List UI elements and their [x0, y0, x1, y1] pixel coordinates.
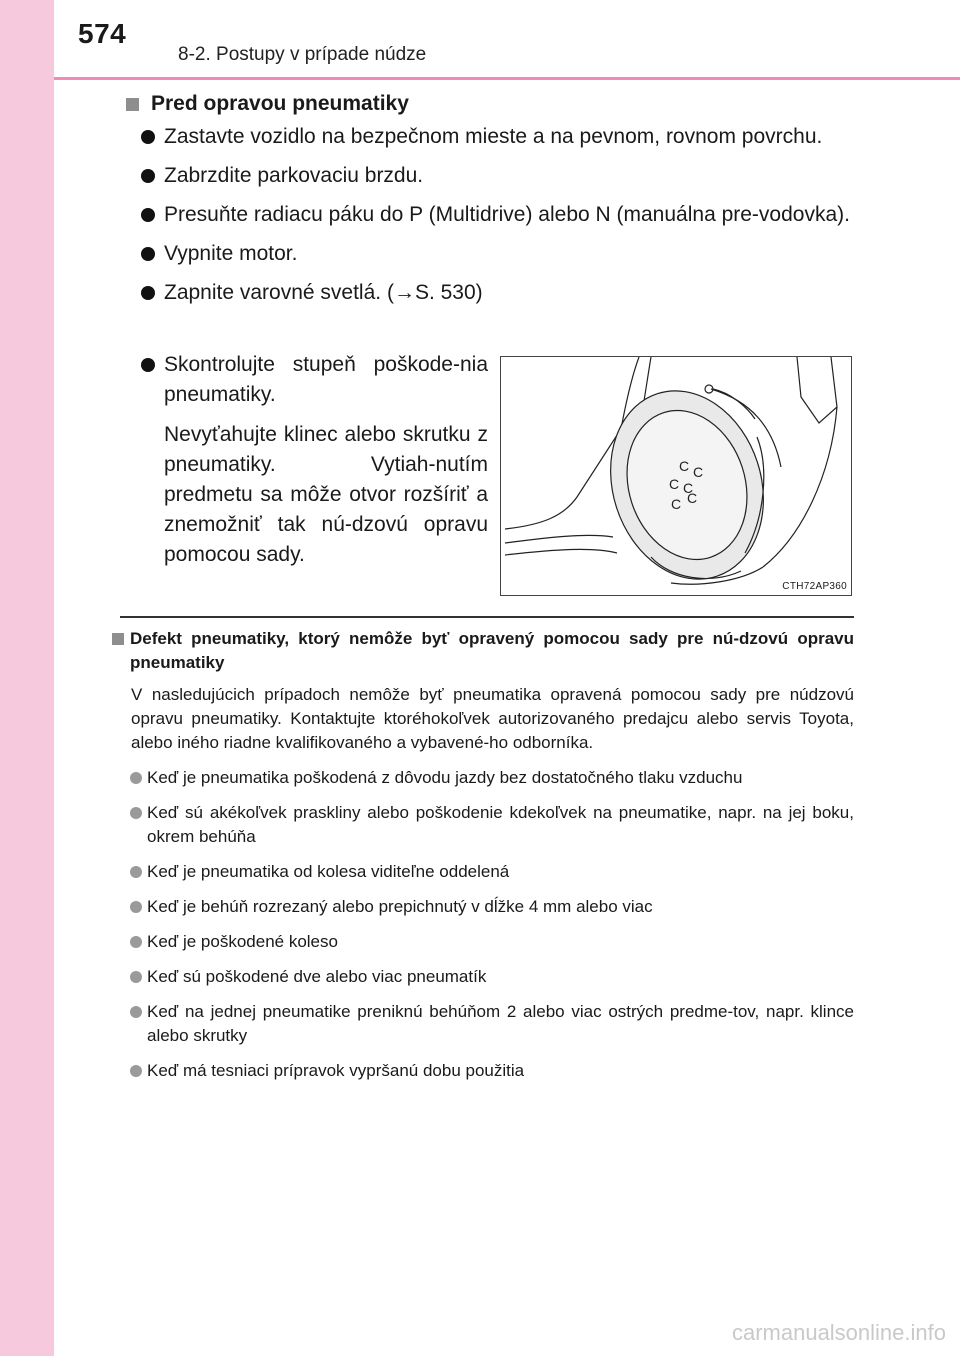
list-item: Skontrolujte stupeň poškode-nia pneumatiky. [126, 350, 488, 410]
svg-text:C: C [693, 464, 704, 480]
unrepairable-section [110, 627, 854, 1083]
bullet-icon [130, 936, 142, 948]
inspect-text [126, 350, 488, 570]
list-item: Zastavte vozidlo na bezpečnom mieste a na pevnom, rovnom povrchu. [126, 122, 852, 152]
list-item: Keď sú poškodené dve alebo viac pneumatík [110, 965, 854, 989]
divider [120, 616, 854, 618]
bullet-icon [130, 1006, 142, 1018]
list-item: Keď sú akékoľvek praskliny alebo poškodenie kdekoľvek na pneumatike, napr. na jej boku, okrem behúňa [110, 801, 854, 849]
section-heading [126, 92, 852, 116]
svg-text:C: C [669, 476, 680, 492]
inspect-note: Nevyťahujte klinec alebo skrutku z pneumatiky. Vytiah-nutím predmetu sa môže otvor rozšíriť a znemožniť tak nú-dzovú opravu pomocou sady. [164, 423, 488, 566]
svg-text:C: C [679, 458, 690, 474]
bullet-icon [141, 208, 155, 222]
bullet-icon [130, 807, 142, 819]
list-item: Keď je pneumatika od kolesa viditeľne oddelená [110, 860, 854, 884]
page-header [54, 0, 960, 80]
before-repair-section [126, 92, 852, 317]
svg-text:C: C [687, 490, 698, 506]
heading-text: Defekt pneumatiky, ktorý nemôže byť opravený pomocou sady pre nú-dzovú opravu pneumatiky [130, 629, 854, 672]
list-item: Keď je poškodené koleso [110, 930, 854, 954]
section-heading [110, 627, 854, 675]
bullet-icon [141, 169, 155, 183]
list-item: Vypnite motor. [126, 239, 852, 269]
header-rule [54, 77, 960, 80]
bullet-icon [130, 1065, 142, 1077]
watermark: carmanualsonline.info [731, 1320, 946, 1345]
bullet-icon [141, 358, 155, 372]
list-item: Zapnite varovné svetlá. (→S. 530) [126, 278, 852, 308]
bullet-icon [141, 247, 155, 261]
list-item: Keď je pneumatika poškodená z dôvodu jazdy bez dostatočného tlaku vzduchu [110, 766, 854, 790]
page-number: 574 [78, 18, 127, 49]
bullet-icon [130, 772, 142, 784]
square-bullet-icon [112, 633, 124, 645]
section-title: 8-2. Postupy v prípade núdze [178, 44, 427, 65]
tire-drawing [501, 357, 851, 595]
list-item: Keď má tesniaci prípravok vypršanú dobu použitia [110, 1059, 854, 1083]
svg-text:C: C [671, 496, 682, 512]
inspect-tire-row [126, 350, 852, 600]
heading-text: Pred opravou pneumatiky [151, 92, 409, 115]
bullet-icon [130, 866, 142, 878]
bullet-icon [141, 130, 155, 144]
list-item: Keď na jednej pneumatike preniknú behúňom 2 alebo viac ostrých predme-tov, napr. klince alebo skrutky [110, 1000, 854, 1048]
bullet-icon [130, 971, 142, 983]
list-item: Zabrzdite parkovaciu brzdu. [126, 161, 852, 191]
tire-illustration [500, 356, 852, 596]
square-bullet-icon [126, 98, 139, 111]
bullet-icon [130, 901, 142, 913]
side-margin-band [0, 0, 54, 1356]
bullet-icon [141, 286, 155, 300]
list-item: Keď je behúň rozrezaný alebo prepichnutý v dĺžke 4 mm alebo viac [110, 895, 854, 919]
intro-text: V nasledujúcich prípadoch nemôže byť pneumatika opravená pomocou sady pre núdzovú opravu pneumatiky. Kontaktujte ktoréhokoľvek autorizovaného predajcu alebo servis Toyota, alebo iného riadne kvalifikovaného a vybavené-ho odborníka. [131, 685, 854, 752]
list-item: Presuňte radiacu páku do P (Multidrive) alebo N (manuálna pre-vodovka). [126, 200, 852, 230]
svg-text:C: C [683, 480, 694, 496]
figure-code: CTH72AP360 [782, 581, 847, 592]
